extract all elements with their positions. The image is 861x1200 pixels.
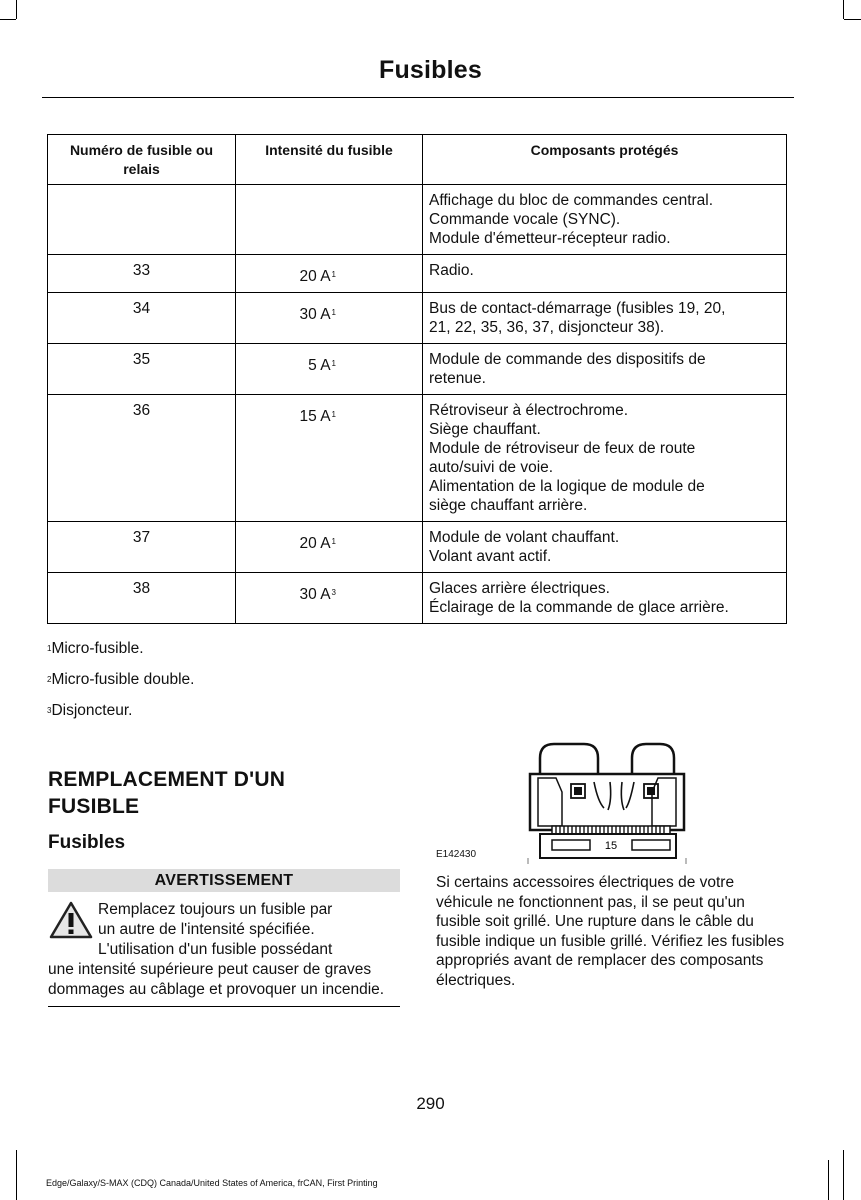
footnote-ref: 1 bbox=[331, 359, 336, 368]
footnote-ref: 1 bbox=[331, 537, 336, 546]
footnote: $^2$Micro-fusible double. bbox=[47, 671, 195, 688]
table-row bbox=[48, 255, 787, 293]
warning-text-line: un autre de l'intensité spécifiée. bbox=[98, 921, 315, 938]
warning-text-line: Remplacez toujours un fusible par bbox=[98, 901, 333, 918]
table-row bbox=[48, 395, 787, 522]
protected-components: Rétroviseur à électrochrome. Siège chauffant. Module de rétroviseur de feux de route auto/suivi de voie. Alimentation de la logique de module de siège chauffant arrière. bbox=[423, 395, 787, 522]
crop-mark bbox=[843, 0, 844, 19]
fuse-rating: 30 $A^1$ bbox=[236, 293, 423, 344]
protected-components: Module de commande des dispositifs de retenue. bbox=[423, 344, 787, 395]
footnote-ref: 1 bbox=[331, 410, 336, 419]
fuse-illustration bbox=[428, 738, 698, 864]
column-header-components: Composants protégés bbox=[423, 135, 787, 185]
fuse-rating: 15 $A^1$ bbox=[236, 395, 423, 522]
footnote-ref: 3 bbox=[331, 588, 336, 597]
protected-components: Radio. bbox=[423, 255, 787, 293]
fuse-number bbox=[48, 185, 236, 255]
fuse-rating bbox=[236, 185, 423, 255]
section-subtitle: Fusibles bbox=[48, 832, 126, 853]
section-title: REMPLACEMENT D'UN FUSIBLE bbox=[48, 768, 286, 818]
warning-body bbox=[48, 892, 400, 1007]
protected-components: Module de volant chauffant. Volant avant actif. bbox=[423, 522, 787, 573]
column-header-fuse-rating: Intensité du fusible bbox=[236, 135, 423, 185]
crop-mark bbox=[16, 1150, 17, 1200]
fuse-number: 33 bbox=[48, 255, 236, 293]
fuse-table bbox=[47, 134, 787, 624]
table-row bbox=[48, 344, 787, 395]
fuse-rating: 20 $A^1$ bbox=[236, 255, 423, 293]
table-row bbox=[48, 573, 787, 624]
body-paragraph: Si certains accessoires électriques de votre véhicule ne fonctionnent pas, il se peut qu'un fusible soit grillé. Une rupture dans le câble du fusible indique un fusible grillé. Vérifiez les fusibles appropriés avant de remplacer des composants électriques. bbox=[436, 874, 785, 989]
warning-triangle-icon bbox=[49, 900, 93, 940]
protected-components: Bus de contact-démarrage (fusibles 19, 20, 21, 22, 35, 36, 37, disjoncteur 38). bbox=[423, 293, 787, 344]
warning-bottom-rule bbox=[48, 1006, 400, 1007]
footnote-ref: 1 bbox=[331, 270, 336, 279]
protected-components: Glaces arrière électriques. Éclairage de la commande de glace arrière. bbox=[423, 573, 787, 624]
page-title: Fusibles bbox=[378, 56, 483, 84]
fuse-rating: 30 $A^3$ bbox=[236, 573, 423, 624]
fuse-number: 34 bbox=[48, 293, 236, 344]
crop-mark bbox=[844, 19, 861, 20]
fuse-rating-label: 15 bbox=[604, 840, 618, 852]
protected-components: Affichage du bloc de commandes central. Commande vocale (SYNC). Module d'émetteur-récepteur radio. bbox=[423, 185, 787, 255]
fuse-number: 35 bbox=[48, 344, 236, 395]
table-row bbox=[48, 522, 787, 573]
crop-mark bbox=[828, 1160, 829, 1200]
warning-text: une intensité supérieure peut causer de graves dommages au câblage et provoquer un incendie. bbox=[48, 961, 385, 998]
footnote: $^3$Disjoncteur. bbox=[47, 702, 133, 719]
crop-mark bbox=[16, 0, 17, 19]
fuse-number: 37 bbox=[48, 522, 236, 573]
crop-mark bbox=[843, 1150, 844, 1200]
warning-text-line: L'utilisation d'un fusible possédant bbox=[98, 941, 333, 958]
footnotes bbox=[47, 638, 194, 731]
fuse-number: 36 bbox=[48, 395, 236, 522]
fuse-rating: 5 $A^1$ bbox=[236, 344, 423, 395]
column-header-fuse-number: Numéro de fusible ou relais bbox=[48, 135, 236, 185]
table-row bbox=[48, 185, 787, 255]
table-header-row bbox=[48, 135, 787, 185]
footnote-ref: 1 bbox=[331, 308, 336, 317]
warning-box bbox=[48, 869, 400, 1007]
footer-text: Edge/Galaxy/S-MAX (CDQ) Canada/United States of America, frCAN, First Printing bbox=[46, 1178, 378, 1188]
fuse-number: 38 bbox=[48, 573, 236, 624]
warning-heading: AVERTISSEMENT bbox=[48, 869, 400, 892]
footnote: $^1$Micro-fusible. bbox=[47, 640, 144, 657]
title-divider bbox=[42, 97, 794, 98]
figure-code: E142430 bbox=[436, 849, 477, 860]
fuse-rating: 20 $A^1$ bbox=[236, 522, 423, 573]
crop-mark bbox=[0, 19, 16, 20]
table-row bbox=[48, 293, 787, 344]
page-number: 290 bbox=[416, 1094, 445, 1113]
